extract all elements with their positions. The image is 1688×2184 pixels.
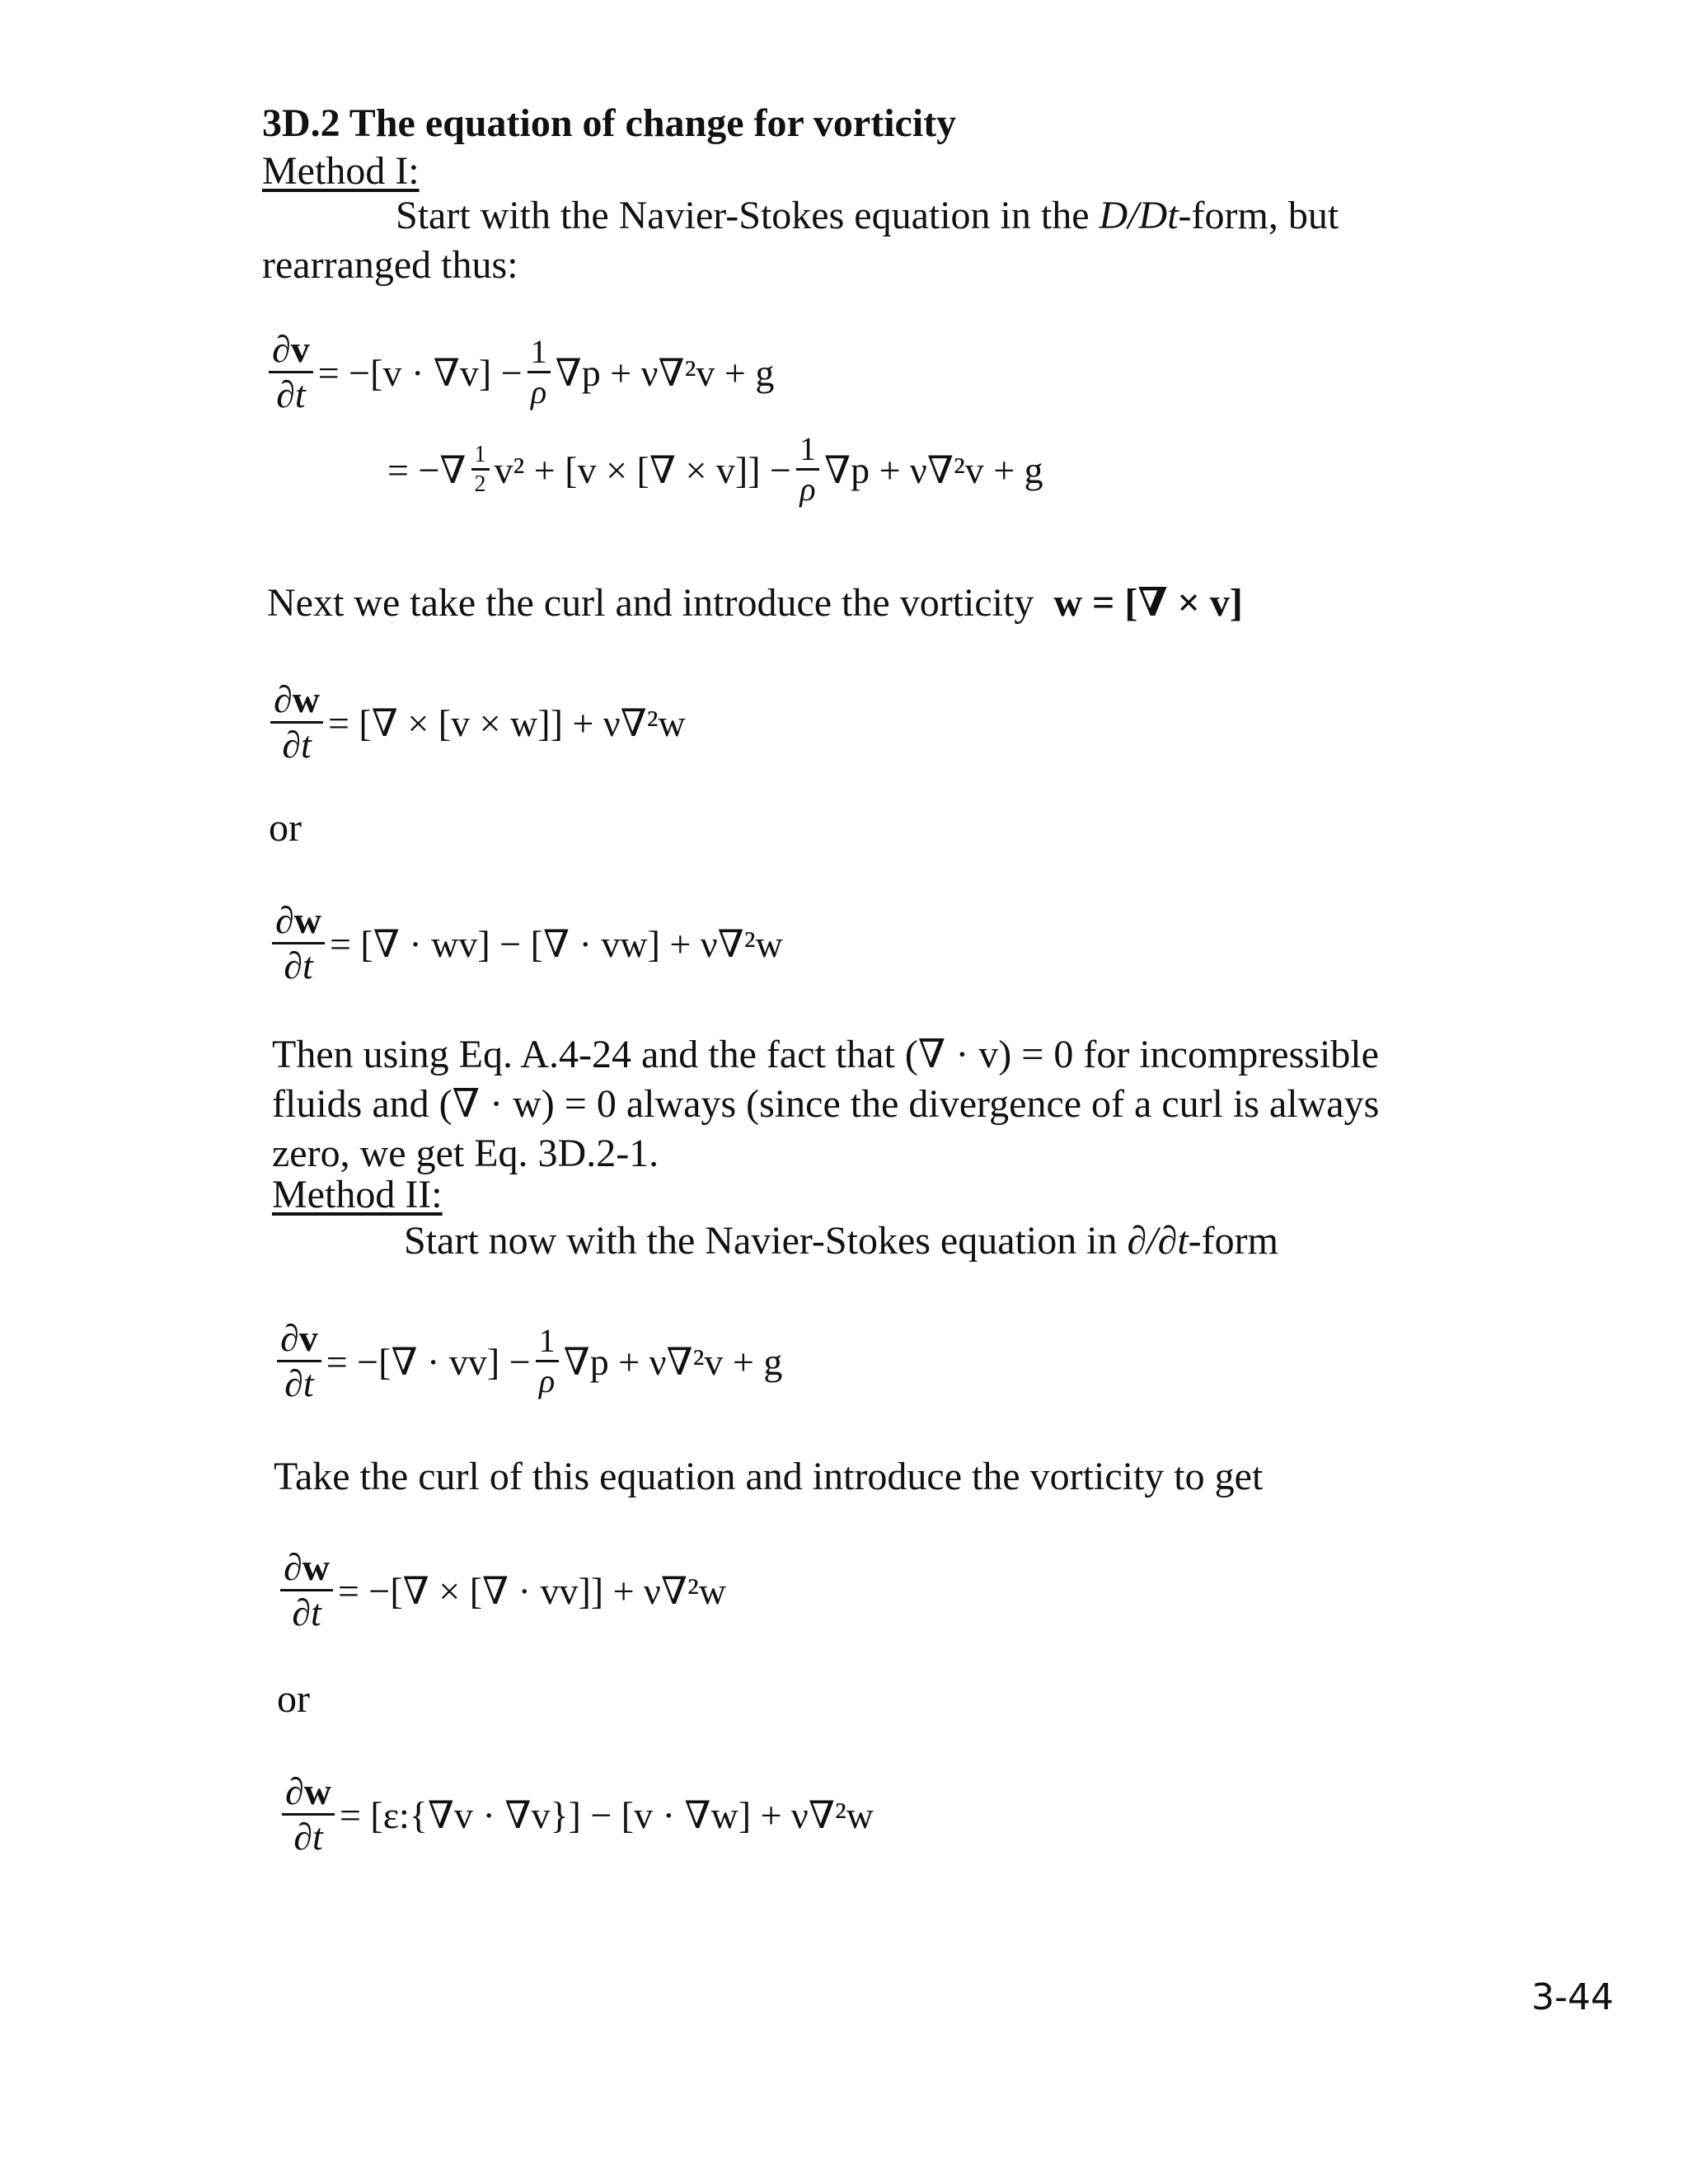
fraction-numerator: ∂w <box>282 1772 335 1816</box>
or-text-2: or <box>277 1677 310 1721</box>
equation-term: = −[v · ∇v] − <box>317 351 523 394</box>
equation-term: ∇p + ν∇²v + g <box>555 351 775 394</box>
fraction-numerator: ∂v <box>277 1319 321 1362</box>
vorticity-intro-text: Next we take the curl and introduce the vorticity <box>267 581 1034 625</box>
intro-text-part: -form, but <box>1178 194 1339 237</box>
fraction-denominator: ρ <box>799 471 816 508</box>
fraction-numerator: 1 <box>796 432 819 471</box>
then-using-line-2: fluids and (∇ · w) = 0 always (since the divergence of a curl is always <box>272 1082 1380 1126</box>
one-over-rho-fraction <box>528 335 551 410</box>
lhs-fraction <box>272 901 325 987</box>
equation-term: = −∇ <box>387 448 467 491</box>
then-using-line-1: Then using Eq. A.4-24 and the fact that (∇ · v) = 0 for incompressible <box>272 1033 1379 1076</box>
intro-text-italic: ∂/∂t <box>1127 1219 1189 1263</box>
fraction-denominator: ∂t <box>284 944 313 987</box>
or-text: or <box>269 806 302 850</box>
one-over-rho-fraction <box>536 1324 559 1399</box>
fraction-numerator: ∂v <box>269 330 313 373</box>
equation-rhs: = [ε:{∇v · ∇v}] − [v · ∇w] + ν∇²w <box>339 1793 874 1836</box>
equation-term: v² + [v × [∇ × v]] − <box>494 448 791 491</box>
fraction-numerator: ∂w <box>270 680 323 724</box>
fraction-denominator: ∂t <box>276 373 306 416</box>
equation-rhs: = [∇ · wv] − [∇ · vw] + ν∇²w <box>329 922 783 965</box>
vorticity-definition: w = [∇ × v] <box>1053 581 1243 625</box>
section-heading: 3D.2 The equation of change for vorticity <box>262 101 957 145</box>
fraction-numerator: ∂w <box>272 901 325 944</box>
take-curl-text: Take the curl of this equation and introduce the vorticity to get <box>274 1455 1264 1498</box>
equation-vorticity-final <box>277 1772 874 1858</box>
fraction-denominator: ∂t <box>293 1816 323 1858</box>
intro-text-part: Start now with the Navier-Stokes equation in <box>404 1219 1128 1263</box>
method-1-intro-line-2: rearranged thus: <box>262 243 518 287</box>
equation-vorticity-curl-2 <box>275 1548 726 1633</box>
fraction-denominator: ∂t <box>282 724 312 766</box>
method-2-label: Method II: <box>272 1173 443 1216</box>
fraction-numerator: 1 <box>471 443 490 471</box>
method-1-intro-line-1 <box>396 191 1339 241</box>
method-1-label: Method I: <box>262 149 420 193</box>
one-half-fraction <box>471 443 490 497</box>
intro-text-part: -form <box>1188 1219 1278 1263</box>
equation-vorticity-divergence <box>267 901 783 987</box>
equation-ns-partial-form <box>272 1319 782 1404</box>
lhs-fraction <box>270 680 323 766</box>
fraction-numerator: ∂w <box>280 1548 333 1591</box>
equation-rhs: = −[∇ × [∇ · vv]] + ν∇²w <box>337 1569 726 1612</box>
equation-term: = −[∇ · vv] − <box>326 1340 531 1383</box>
equation-ns-line-1 <box>264 330 774 415</box>
page-number: 3-44 <box>1531 1976 1614 2018</box>
fraction-denominator: 2 <box>474 471 486 497</box>
fraction-denominator: ρ <box>539 1362 556 1400</box>
fraction-denominator: ∂t <box>292 1591 321 1634</box>
method-2-intro <box>404 1216 1278 1266</box>
equation-rhs: = [∇ × [v × w]] + ν∇²w <box>327 701 686 744</box>
lhs-fraction <box>269 330 313 415</box>
intro-text-italic: D/Dt <box>1099 194 1179 237</box>
then-using-line-3: zero, we get Eq. 3D.2-1. <box>272 1132 659 1175</box>
vorticity-intro-line <box>267 579 1243 628</box>
fraction-numerator: 1 <box>536 1324 559 1362</box>
fraction-numerator: 1 <box>528 335 551 373</box>
equation-term: ∇p + ν∇²v + g <box>563 1340 783 1383</box>
one-over-rho-fraction <box>796 432 819 507</box>
fraction-denominator: ∂t <box>284 1362 314 1405</box>
fraction-denominator: ρ <box>531 373 547 411</box>
intro-text-part: Start with the Navier-Stokes equation in the <box>396 194 1100 237</box>
equation-term: ∇p + ν∇²v + g <box>823 448 1043 491</box>
lhs-fraction <box>282 1772 335 1858</box>
equation-vorticity-curl <box>265 680 686 766</box>
lhs-fraction <box>277 1319 321 1404</box>
lhs-fraction <box>280 1548 333 1633</box>
equation-ns-line-2 <box>387 432 1043 507</box>
